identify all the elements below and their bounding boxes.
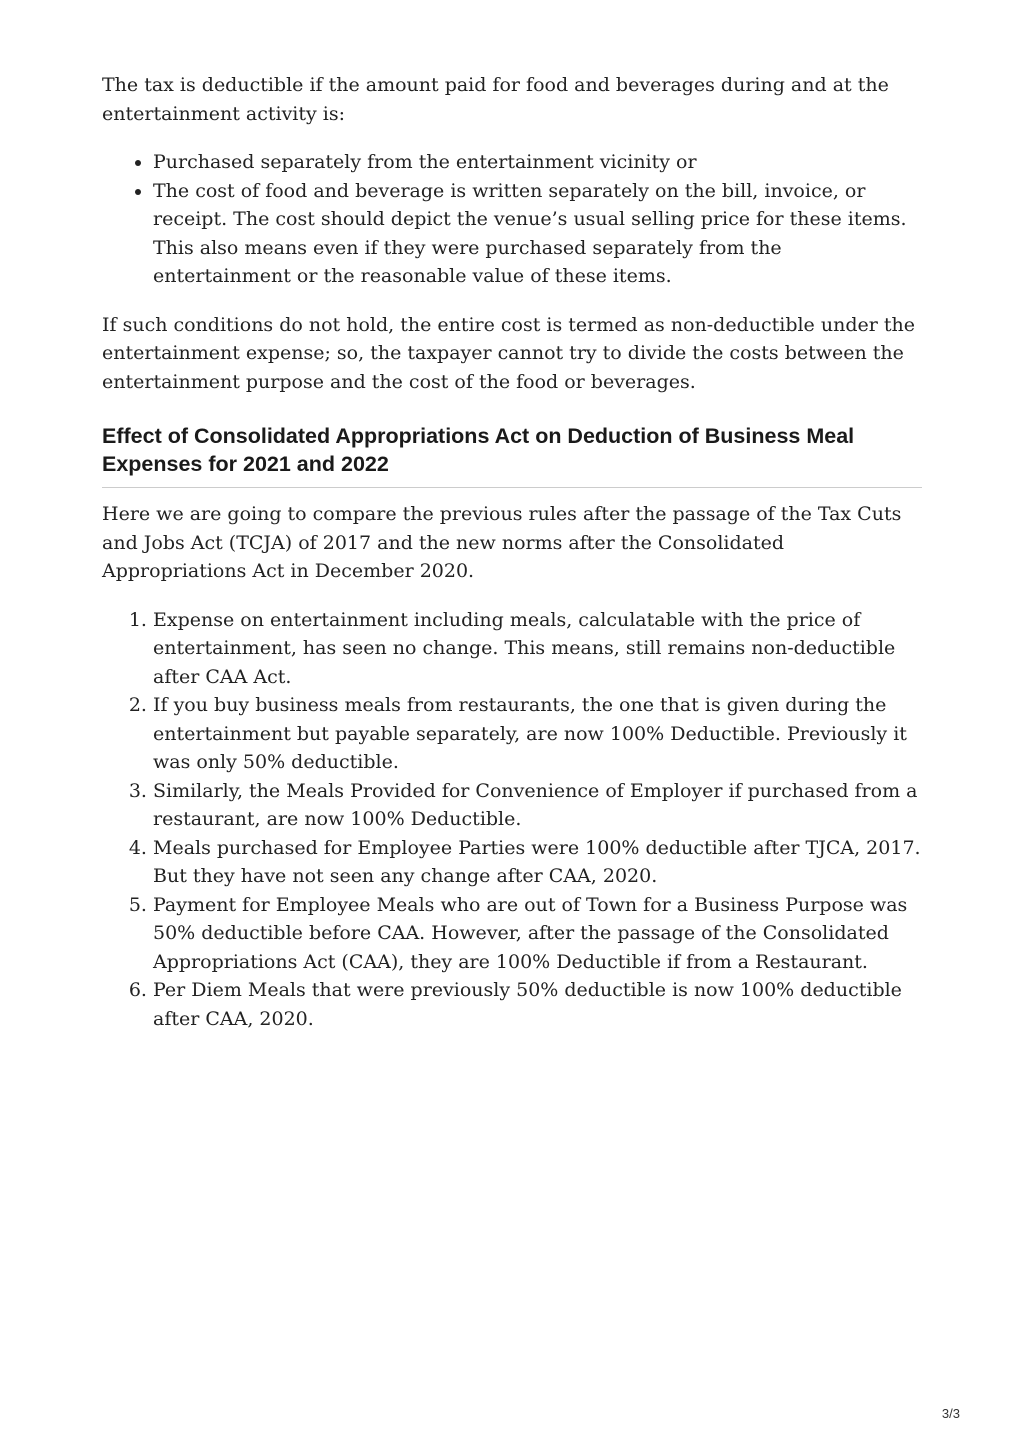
section-heading: Effect of Consolidated Appropriations Act on Deduction of Business Meal Expenses for 2021 and 2022 xyxy=(102,422,922,488)
non-deductible-paragraph: If such conditions do not hold, the entire cost is termed as non-deductible under the entertainment expense; so, the taxpayer cannot try to divide the costs between the entertainment purpose and the cost of the food or beverages. xyxy=(102,313,915,393)
list-item: 4. Meals purchased for Employee Parties were 100% deductible after TJCA, 2017. But they have not seen any change after CAA, 2020. xyxy=(153,834,922,891)
list-item: • Purchased separately from the entertainment vicinity or xyxy=(153,148,922,177)
list-item: • The cost of food and beverage is written separately on the bill, invoice, or receipt. The cost should depict the venue’s usual selling price for these items. This also means even if they were purchased separately from the entertainment or the reasonable value of these items. xyxy=(153,177,922,291)
list-item: 6. Per Diem Meals that were previously 50% deductible is now 100% deductible after CAA, 2020. xyxy=(153,976,922,1033)
comparison-intro-paragraph: Here we are going to compare the previous rules after the passage of the Tax Cuts and Jobs Act (TCJA) of 2017 and the new norms after the Consolidated Appropriations Act in December 2020. xyxy=(102,503,902,582)
list-item: 2. If you buy business meals from restaurants, the one that is given during the entertainment but payable separately, are now 100% Deductible. Previously it was only 50% deductible. xyxy=(153,691,922,777)
list-item: 1. Expense on entertainment including meals, calculatable with the price of entertainment, has seen no change. This means, still remains non-deductible after CAA Act. xyxy=(153,606,922,692)
list-item: 3. Similarly, the Meals Provided for Convenience of Employer if purchased from a restaurant, are now 100% Deductible. xyxy=(153,777,922,834)
changes-list xyxy=(102,606,922,1034)
page-number: 3/3 xyxy=(941,1406,960,1421)
intro-paragraph: The tax is deductible if the amount paid for food and beverages during and at the entertainment activity is: xyxy=(102,74,889,125)
article-body xyxy=(102,71,922,1033)
list-item: 5. Payment for Employee Meals who are out of Town for a Business Purpose was 50% deductible before CAA. However, after the passage of the Consolidated Appropriations Act (CAA), they are 100% Deductible if from a Restaurant. xyxy=(153,891,922,977)
conditions-list xyxy=(102,148,922,291)
